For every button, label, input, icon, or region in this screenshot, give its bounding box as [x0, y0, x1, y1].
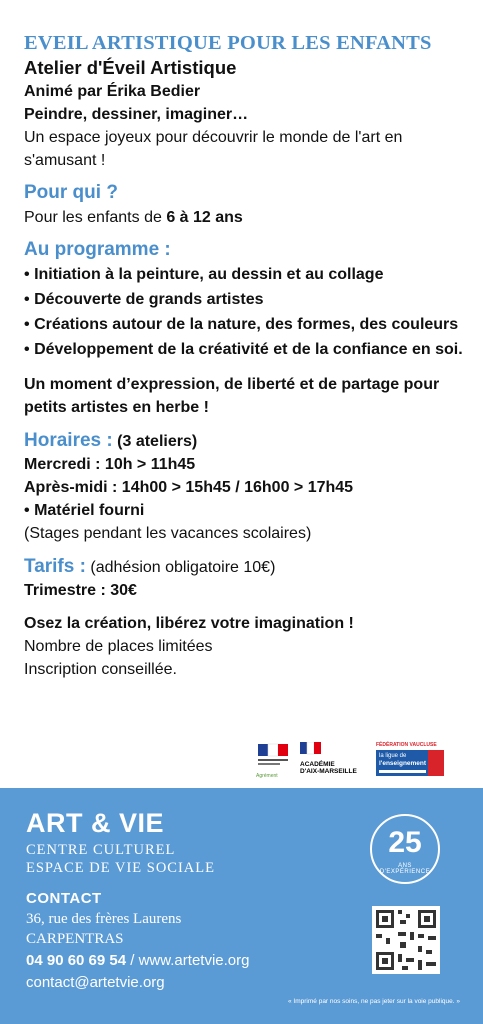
- tarifs-header: [24, 555, 464, 579]
- horaires-header: [24, 429, 464, 453]
- ligue-red-block: [428, 750, 444, 776]
- phone-website-line: [26, 952, 249, 969]
- ligue-box: [376, 750, 444, 776]
- ligue-line3: l'enseignement: [379, 760, 427, 767]
- badge-text: ANS D'EXPÉRIENCE: [379, 863, 431, 875]
- list-item: [24, 263, 464, 286]
- programme-heading: Au programme :: [24, 239, 171, 260]
- ligue-line2: la ligue de: [379, 753, 407, 759]
- list-item: [24, 288, 464, 311]
- academie-logo: [300, 742, 362, 784]
- footer: [0, 788, 483, 1024]
- list-item-text: Initiation à la peinture, au dessin et au collage: [34, 266, 384, 283]
- badge-number: 25: [388, 826, 422, 859]
- pour-qui-text: [24, 206, 464, 229]
- brand-name: ART & VIE: [26, 808, 165, 838]
- experience-badge: [370, 814, 440, 884]
- print-note: « Imprimé par nos soins, ne pas jeter sur la voie publique. »: [288, 998, 460, 1005]
- ligue-logo: [376, 742, 444, 784]
- tagline: Peindre, dessiner, imaginer…: [24, 106, 249, 123]
- website-link[interactable]: / www.artetvie.org: [126, 952, 250, 969]
- qr-code-icon[interactable]: [372, 906, 440, 974]
- contact-heading: CONTACT: [26, 890, 102, 907]
- programme-list: [24, 263, 464, 361]
- qr-code-graphic: [372, 906, 440, 974]
- email-link[interactable]: contact@artetvie.org: [26, 974, 165, 991]
- agrement-logo: [256, 742, 292, 784]
- pour-qui-prefix: Pour les enfants de: [24, 209, 167, 226]
- brand-line2: ESPACE DE VIE SOCIALE: [26, 860, 215, 876]
- horaires-apres-midi: Après-midi : 14h00 > 15h45 / 16h00 > 17h45: [24, 479, 354, 496]
- materiel-text: Matériel fourni: [34, 502, 145, 519]
- list-item: [24, 338, 464, 361]
- list-item: [24, 313, 464, 336]
- ligue-federation: FÉDÉRATION VAUCLUSE: [376, 742, 437, 748]
- academie-line2: D'AIX-MARSEILLE: [300, 768, 357, 775]
- academie-line1: ACADÉMIE: [300, 761, 335, 768]
- horaires-count: (3 ateliers): [117, 433, 198, 450]
- horaires-mercredi: Mercredi : 10h > 11h45: [24, 456, 196, 473]
- phone-number[interactable]: 04 90 60 69 54: [26, 952, 127, 969]
- ligue-strip: [379, 770, 426, 773]
- tarif-trimestre: Trimestre : 30€: [24, 582, 137, 599]
- animator-line: Animé par Érika Bedier: [24, 83, 201, 100]
- list-item-text: Découverte de grands artistes: [34, 291, 264, 308]
- pour-qui-heading: Pour qui ?: [24, 182, 118, 203]
- atelier-subtitle: Atelier d'Éveil Artistique: [24, 57, 237, 78]
- places-text: Nombre de places limitées: [24, 638, 213, 655]
- list-item-text: Créations autour de la nature, des formes, des couleurs: [34, 316, 459, 333]
- list-item-text: Développement de la créativité et de la confiance en soi.: [34, 341, 463, 358]
- address-line1: 36, rue des frères Laurens: [26, 911, 182, 927]
- page-title: EVEIL ARTISTIQUE POUR LES ENFANTS: [24, 32, 432, 54]
- flyer-content: [24, 30, 464, 681]
- tarifs-adhesion: (adhésion obligatoire 10€): [90, 559, 276, 576]
- horaires-heading: Horaires :: [24, 430, 113, 451]
- cta-headline: Osez la création, libérez votre imagination !: [24, 615, 354, 632]
- description: Un espace joyeux pour découvrir le monde de l'art en s'amusant !: [24, 129, 403, 169]
- age-range: 6 à 12 ans: [166, 209, 243, 226]
- bullet-icon: •: [24, 291, 30, 308]
- bullet-icon: •: [24, 316, 30, 333]
- materiel-line: [24, 499, 464, 522]
- brand-line1: CENTRE CULTUREL: [26, 842, 176, 858]
- bullet-icon: •: [24, 266, 30, 283]
- stages-line: (Stages pendant les vacances scolaires): [24, 525, 312, 542]
- agrement-caption: Agrément: [256, 773, 278, 779]
- inscription-text: Inscription conseillée.: [24, 661, 177, 678]
- tarifs-heading: Tarifs :: [24, 556, 86, 577]
- programme-closing: Un moment d’expression, de liberté et de partage pour petits artistes en herbe !: [24, 376, 440, 416]
- bullet-icon: •: [24, 502, 30, 519]
- address-line2: CARPENTRAS: [26, 931, 124, 947]
- marianne-logo: [300, 742, 322, 756]
- bullet-icon: •: [24, 341, 30, 358]
- marianne-logo: [256, 742, 292, 768]
- partner-logos: [256, 742, 446, 784]
